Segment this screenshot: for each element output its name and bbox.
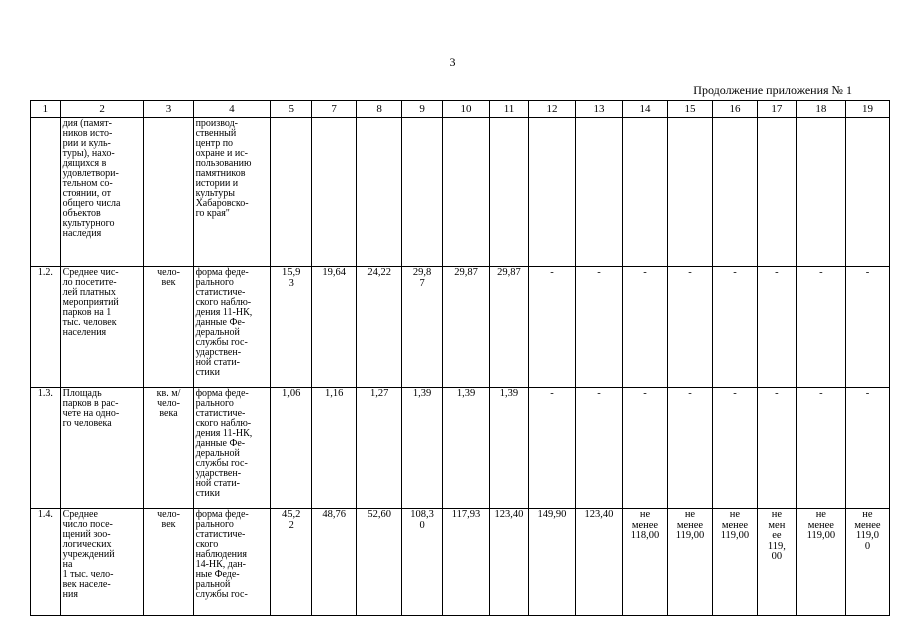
value-cell: не менее 118,00 bbox=[622, 509, 667, 616]
value-cell bbox=[575, 118, 622, 267]
unit-cell bbox=[144, 118, 193, 267]
value-cell bbox=[357, 118, 402, 267]
column-header: 4 bbox=[193, 101, 271, 118]
page-number: 3 bbox=[449, 55, 456, 69]
value-cell bbox=[443, 118, 490, 267]
value-cell: 52,60 bbox=[357, 509, 402, 616]
column-header: 11 bbox=[490, 101, 529, 118]
value-cell: - bbox=[667, 388, 712, 509]
value-cell bbox=[402, 118, 443, 267]
column-header: 16 bbox=[712, 101, 757, 118]
value-cell bbox=[490, 118, 529, 267]
value-cell: 123,40 bbox=[490, 509, 529, 616]
value-cell: - bbox=[757, 388, 796, 509]
column-header: 10 bbox=[443, 101, 490, 118]
value-cell: - bbox=[712, 388, 757, 509]
value-cell: - bbox=[667, 267, 712, 388]
value-cell bbox=[667, 118, 712, 267]
value-cell: 117,93 bbox=[443, 509, 490, 616]
value-cell: 45,2 2 bbox=[271, 509, 312, 616]
row-number-cell: 1.4. bbox=[31, 509, 61, 616]
column-header: 14 bbox=[622, 101, 667, 118]
value-cell: не менее 119,00 bbox=[667, 509, 712, 616]
value-cell: - bbox=[796, 388, 845, 509]
indicator-name-cell: дия (памят- ников исто- рии и куль- туры), нахо- дящихся в удовлетвори- тельном со- стоянии, от общего числа объектов культурного наследия bbox=[60, 118, 144, 267]
table-body bbox=[31, 118, 890, 616]
value-cell: 29,87 bbox=[490, 267, 529, 388]
column-header: 1 bbox=[31, 101, 61, 118]
indicator-table bbox=[30, 100, 890, 616]
row-number-cell: 1.3. bbox=[31, 388, 61, 509]
column-header: 18 bbox=[796, 101, 845, 118]
value-cell: - bbox=[575, 267, 622, 388]
value-cell: - bbox=[757, 267, 796, 388]
value-cell: 29,87 bbox=[443, 267, 490, 388]
column-header: 7 bbox=[312, 101, 357, 118]
value-cell: - bbox=[845, 267, 889, 388]
value-cell: 123,40 bbox=[575, 509, 622, 616]
value-cell: 1,39 bbox=[402, 388, 443, 509]
indicator-name-cell: Среднее чис- ло посетите- лей платных мероприятий парков на 1 тыс. человек населения bbox=[60, 267, 144, 388]
value-cell: - bbox=[528, 267, 575, 388]
appendix-continuation-note: Продолжение приложения № 1 bbox=[693, 83, 852, 97]
value-cell: - bbox=[575, 388, 622, 509]
column-header: 15 bbox=[667, 101, 712, 118]
value-cell: 15,9 3 bbox=[271, 267, 312, 388]
value-cell bbox=[622, 118, 667, 267]
value-cell: 1,39 bbox=[490, 388, 529, 509]
column-number-header bbox=[31, 101, 890, 118]
value-cell: 1,16 bbox=[312, 388, 357, 509]
row-number-cell: 1.2. bbox=[31, 267, 61, 388]
value-cell bbox=[712, 118, 757, 267]
value-cell: - bbox=[845, 388, 889, 509]
table-row bbox=[31, 267, 890, 388]
value-cell bbox=[528, 118, 575, 267]
table-row bbox=[31, 118, 890, 267]
value-cell: - bbox=[712, 267, 757, 388]
value-cell bbox=[757, 118, 796, 267]
value-cell: 29,8 7 bbox=[402, 267, 443, 388]
value-cell: 108,3 0 bbox=[402, 509, 443, 616]
value-cell: - bbox=[622, 267, 667, 388]
column-header: 5 bbox=[271, 101, 312, 118]
column-header: 17 bbox=[757, 101, 796, 118]
column-header: 12 bbox=[528, 101, 575, 118]
table-row bbox=[31, 388, 890, 509]
source-cell: форма феде- рального статистиче- ского наблю- дения 11-НК, данные Фе- деральной службы гос- ударствен- ной стати- стики bbox=[193, 388, 271, 509]
indicator-name-cell: Среднее число посе- щений зоо- логических учреждений на 1 тыс. чело- век населе- ния bbox=[60, 509, 144, 616]
value-cell: 24,22 bbox=[357, 267, 402, 388]
value-cell: не менее 119,0 0 bbox=[845, 509, 889, 616]
source-cell: производ- ственный центр по охране и ис- пользованию памятников истории и культуры Хабаровско- го края" bbox=[193, 118, 271, 267]
column-header: 9 bbox=[402, 101, 443, 118]
value-cell bbox=[796, 118, 845, 267]
column-header: 3 bbox=[144, 101, 193, 118]
source-cell: форма феде- рального статистиче- ского наблю- дения 11-НК, данные Фе- деральной службы гос- ударствен- ной стати- стики bbox=[193, 267, 271, 388]
value-cell: - bbox=[622, 388, 667, 509]
column-header: 2 bbox=[60, 101, 144, 118]
value-cell bbox=[312, 118, 357, 267]
value-cell: 19,64 bbox=[312, 267, 357, 388]
column-header: 19 bbox=[845, 101, 889, 118]
source-cell: форма феде- рального статистиче- ского наблюдения 14-НК, дан- ные Феде- ральной службы гос- bbox=[193, 509, 271, 616]
value-cell: - bbox=[528, 388, 575, 509]
value-cell bbox=[271, 118, 312, 267]
value-cell: 1,27 bbox=[357, 388, 402, 509]
table-row bbox=[31, 509, 890, 616]
row-number-cell bbox=[31, 118, 61, 267]
unit-cell: кв. м/ чело- века bbox=[144, 388, 193, 509]
value-cell: 1,06 bbox=[271, 388, 312, 509]
value-cell bbox=[845, 118, 889, 267]
value-cell: не мен ее 119, 00 bbox=[757, 509, 796, 616]
value-cell: - bbox=[796, 267, 845, 388]
indicator-name-cell: Площадь парков в рас- чете на одно- го человека bbox=[60, 388, 144, 509]
column-header: 8 bbox=[357, 101, 402, 118]
value-cell: не менее 119,00 bbox=[796, 509, 845, 616]
value-cell: 1,39 bbox=[443, 388, 490, 509]
value-cell: 48,76 bbox=[312, 509, 357, 616]
column-header: 13 bbox=[575, 101, 622, 118]
value-cell: 149,90 bbox=[528, 509, 575, 616]
unit-cell: чело- век bbox=[144, 267, 193, 388]
value-cell: не менее 119,00 bbox=[712, 509, 757, 616]
unit-cell: чело- век bbox=[144, 509, 193, 616]
